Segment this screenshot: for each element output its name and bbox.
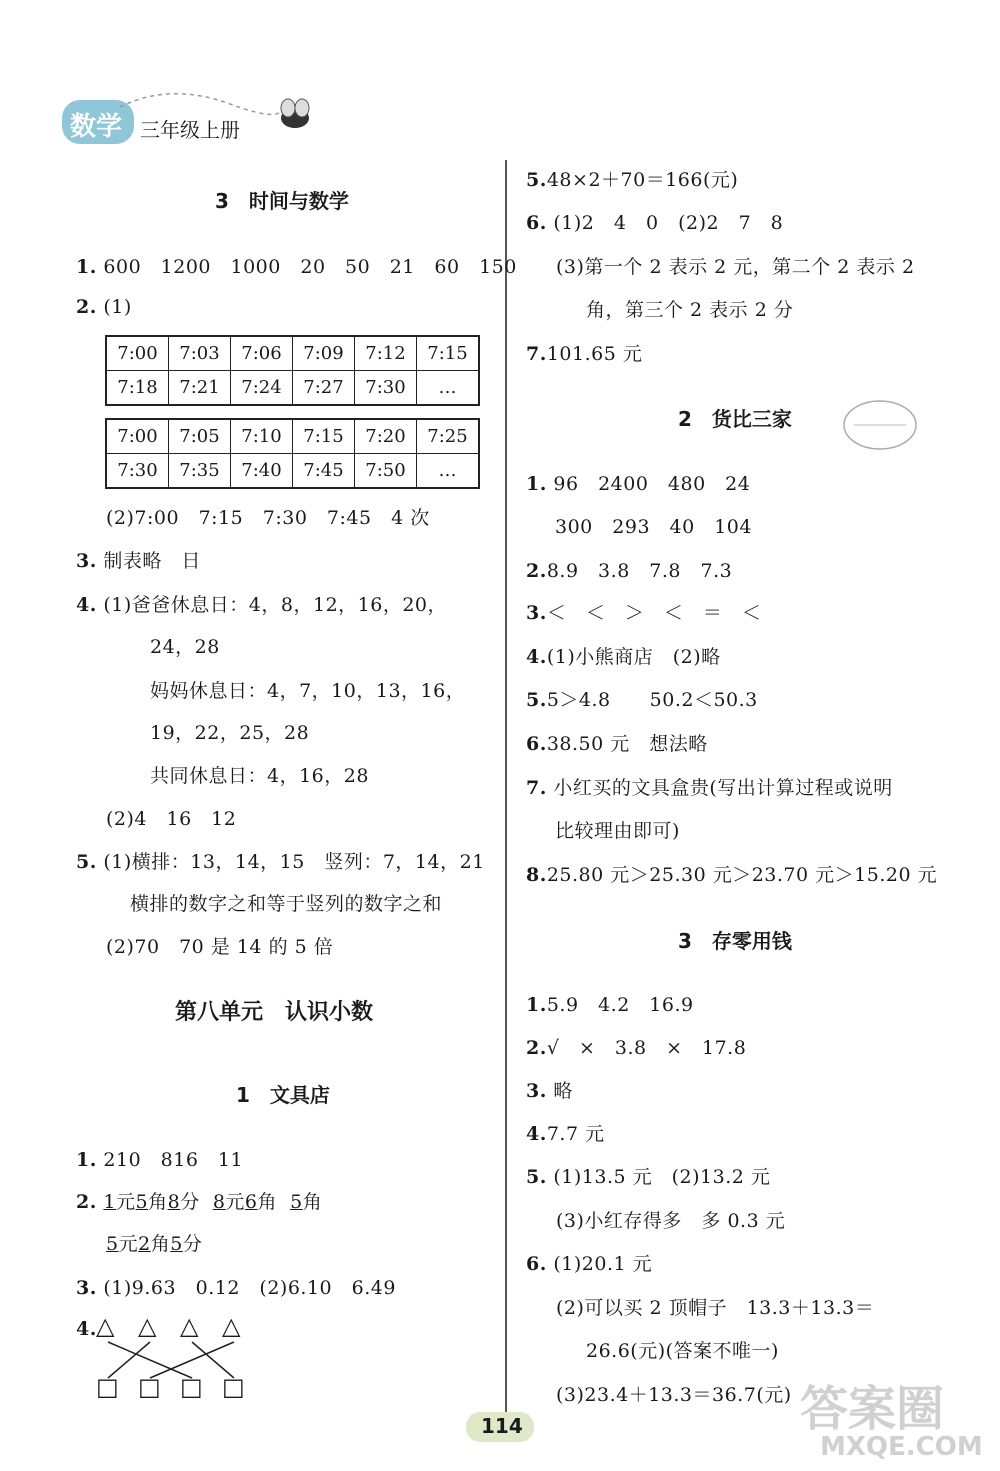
stationery-answer-3: 3. (1)9.63 0.12 (2)6.10 6.49 (76, 1277, 396, 1299)
compare-answer-6: 6.38.50 元 想法略 (526, 733, 708, 755)
saving-answer-6-line2: (2)可以买 2 顶帽子 13.3＋13.3＝ (556, 1297, 875, 1319)
compare-answer-5: 5.5＞4.8 50.2＜50.3 (526, 689, 758, 711)
triangle-3: △ (180, 1312, 199, 1340)
header-badge-text: 数学 (70, 112, 123, 142)
watermark-site: MXQE.COM (820, 1432, 983, 1462)
compare-answer-7-line1: 7. 小红买的文具盒贵(写出计算过程或说明 (526, 777, 893, 799)
saving-answer-6-line1: 6. (1)20.1 元 (526, 1253, 653, 1275)
stationery-answer-2: 2. 1元5角8分 8元6角 5角 (76, 1191, 323, 1213)
answer-4-line4: 19，22，25，28 (150, 722, 310, 744)
box-2: □ (138, 1373, 161, 1401)
right-answer-5: 5.48×2＋70＝166(元) (526, 169, 739, 191)
section-title-saving: 3 存零用钱 (678, 929, 792, 953)
time-table-1: 7:00 7:03 7:06 7:09 7:12 7:15 7:18 7:21 7:24 7:27 7:30 … (105, 335, 480, 406)
compare-answer-1-line1: 1. 96 2400 480 24 (526, 473, 751, 495)
answer-5-line3: (2)70 70 是 14 的 5 倍 (106, 936, 334, 958)
saving-answer-4: 4.7.7 元 (526, 1123, 605, 1145)
right-answer-6-line1: 6. (1)2 4 0 (2)2 7 8 (526, 212, 784, 234)
answer-5-line1: 5. (1)横排：13，14，15 竖列：7，14，21 (76, 851, 485, 873)
answer-2: 2. (1) (76, 296, 132, 318)
box-4: □ (222, 1373, 245, 1401)
right-answer-6-line2: (3)第一个 2 表示 2 元，第二个 2 表示 2 (556, 256, 915, 278)
answer-1: 1. 600 1200 1000 20 50 21 60 150 (76, 256, 517, 278)
saving-answer-3: 3. 略 (526, 1080, 573, 1102)
box-3: □ (180, 1373, 203, 1401)
section-title-stationery: 1 文具店 (236, 1083, 330, 1107)
bee-icon (110, 82, 320, 142)
compare-answer-2: 2.8.9 3.8 7.8 7.3 (526, 560, 733, 582)
compare-answer-1-line2: 300 293 40 104 (555, 516, 752, 538)
stationery-answer-2-line2: 5元2角5分 (106, 1233, 203, 1255)
answer-3: 3. 制表略 日 (76, 550, 201, 572)
answer-2-part2: (2)7:00 7:15 7:30 7:45 4 次 (106, 507, 430, 529)
answer-4-line6: (2)4 16 12 (106, 808, 237, 830)
watermark-brand: 答案圈 (800, 1381, 945, 1437)
saving-answer-5-line1: 5. (1)13.5 元 (2)13.2 元 (526, 1166, 771, 1188)
triangle-2: △ (138, 1312, 157, 1340)
saving-answer-1: 1.5.9 4.2 16.9 (526, 994, 694, 1016)
saving-answer-6-line3: 26.6(元)(答案不唯一) (586, 1340, 779, 1362)
stamp-icon (840, 395, 920, 455)
section-title-compare: 2 货比三家 (678, 407, 792, 431)
right-answer-7: 7.101.65 元 (526, 343, 643, 365)
compare-answer-7-line2: 比较理由即可) (555, 820, 680, 842)
header-grade: 三年级上册 (140, 118, 240, 142)
compare-answer-4: 4.(1)小熊商店 (2)略 (526, 646, 721, 668)
column-divider (505, 160, 507, 1420)
answer-4-line1: 4. (1)爸爸休息日：4，8，12，16，20， (76, 594, 448, 616)
answer-4-line2: 24，28 (150, 636, 220, 658)
stationery-answer-1: 1. 210 816 11 (76, 1149, 244, 1171)
answer-4-line3: 妈妈休息日：4，7，10，13，16， (150, 680, 466, 702)
compare-answer-8: 8.25.80 元＞25.30 元＞23.70 元＞15.20 元 (526, 864, 938, 886)
time-table-2: 7:00 7:05 7:10 7:15 7:20 7:25 7:30 7:35 7:40 7:45 7:50 … (105, 418, 480, 489)
section-title-time: 3 时间与数学 (215, 189, 349, 213)
unit-title: 第八单元 认识小数 (175, 1000, 374, 1025)
box-1: □ (96, 1373, 119, 1401)
page-number: 114 (481, 1414, 523, 1438)
triangle-1: △ (96, 1312, 115, 1340)
stationery-answer-4-label: 4. (76, 1318, 97, 1340)
answer-5-line2: 横排的数字之和等于竖列的数字之和 (130, 893, 443, 915)
saving-answer-6-line4: (3)23.4＋13.3＝36.7(元) (556, 1384, 792, 1406)
right-answer-6-line3: 角，第三个 2 表示 2 分 (586, 299, 794, 321)
saving-answer-5-line2: (3)小红存得多 多 0.3 元 (556, 1210, 786, 1232)
triangle-4: △ (222, 1312, 241, 1340)
saving-answer-2: 2.√ × 3.8 × 17.8 (526, 1037, 747, 1059)
compare-answer-3: 3.＜ ＜ ＞ ＜ ＝ ＜ (526, 602, 762, 624)
answer-4-line5: 共同休息日：4，16，28 (150, 765, 369, 787)
